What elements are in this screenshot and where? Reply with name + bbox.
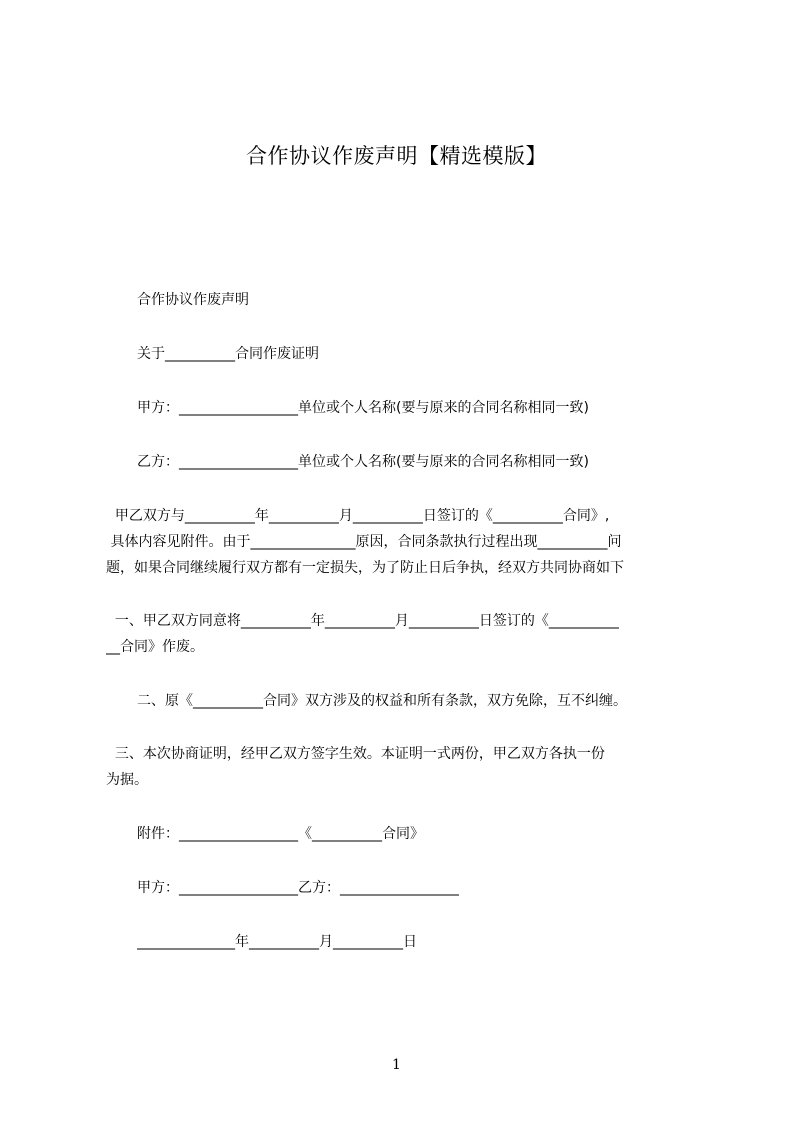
signature-line: 甲方：_________________乙方：_________________ bbox=[137, 880, 459, 896]
attachment-line: 附件：_________________《__________合同》 bbox=[137, 826, 424, 842]
date-line: ______________年__________月__________日 bbox=[137, 934, 417, 950]
clause-2-line: 二、原《__________合同》双方涉及的权益和所有条款，双方免除，互不纠缠。 bbox=[137, 693, 627, 709]
clause-3-line-1: 三、本次协商证明，经甲乙双方签字生效。本证明一式两份，甲乙双方各执一份 bbox=[106, 746, 605, 762]
document-heading: 合作协议作废声明 bbox=[137, 292, 249, 308]
intro-paragraph-line-3: 题，如果合同继续履行双方都有一定损失，为了防止日后争执，经双方共同协商如下 bbox=[106, 560, 624, 576]
about-line: 关于__________合同作废证明 bbox=[137, 346, 319, 362]
clause-3-line-2: 为据。 bbox=[106, 772, 148, 788]
page-number: 1 bbox=[392, 1057, 401, 1073]
intro-paragraph-line-1: 甲乙双方与__________年__________月__________日签订的《__________合同》, bbox=[106, 508, 610, 524]
party-a-line: 甲方：_________________单位或个人名称(要与原来的合同名称相同一致) bbox=[137, 400, 589, 416]
party-b-line: 乙方：_________________单位或个人名称(要与原来的合同名称相同一致) bbox=[137, 454, 589, 470]
clause-1-line-1: 一、甲乙双方同意将__________年__________月__________日签订的《__________ bbox=[106, 613, 619, 629]
document-title: 合作协议作废声明【精选模版】 bbox=[246, 144, 547, 168]
clause-1-line-2: __合同》作废。 bbox=[106, 639, 204, 655]
intro-paragraph-line-2: 具体内容见附件。由于_______________原因，合同条款执行过程出现__________问 bbox=[106, 534, 622, 550]
